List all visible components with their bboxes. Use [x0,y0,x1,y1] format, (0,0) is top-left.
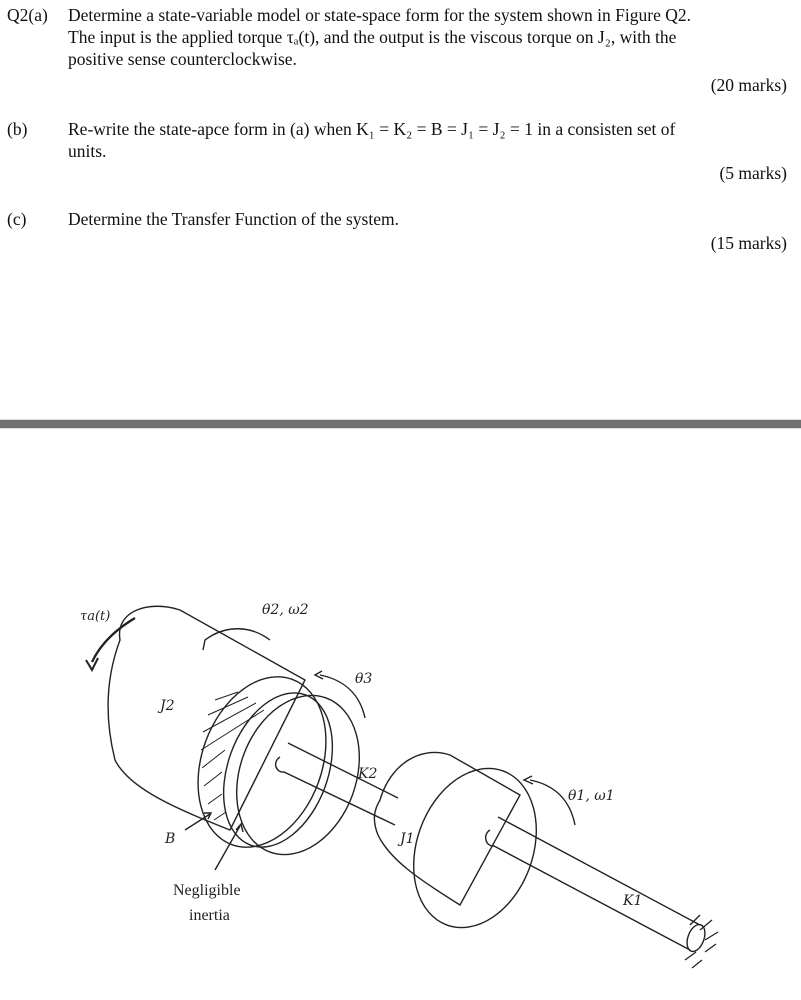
theta2-arrow [203,629,270,650]
damper-disk [215,678,380,872]
question-a-line-1: Determine a state-variable model or state-space form for the system shown in Figure Q2. [68,5,692,25]
label-k1: K1 [623,893,643,909]
damper-hatching [201,692,264,820]
question-a-line-3: positive sense counterclockwise. [68,49,297,69]
j2-cylinder [108,606,305,830]
label-inertia: inertia [189,907,230,924]
torque-arrow [92,618,135,662]
label-j2: J2 [160,698,175,714]
ground-hatch [685,915,718,968]
negligible-pointer [215,826,240,870]
label-j1: J1 [400,831,415,847]
question-b-line-2: units. [68,141,107,161]
question-b [0,118,801,188]
label-torque: τa(t) [80,609,111,624]
section-separator [0,419,801,429]
question-a-label: Q2(a) [7,5,48,25]
question-c-marks: (15 marks) [710,233,787,253]
label-negligible: Negligible [173,882,241,899]
question-a-line-2: The input is the applied torque τₐ(t), and the output is the viscous torque on J₂, with the [68,27,677,47]
question-c-label: (c) [7,209,27,229]
label-b: B [165,831,176,847]
question-c-line-1: Determine the Transfer Function of the system. [68,209,399,229]
question-a-marks: (20 marks) [710,75,787,95]
label-k2: K2 [358,766,378,782]
question-c [0,208,801,258]
k1-shaft [486,817,700,950]
j1-cylinder [374,752,520,905]
question-c-text [68,208,788,230]
question-a-text [68,4,788,70]
label-theta3: θ3 [355,671,373,687]
question-a [0,4,801,104]
figure-q2-diagram [0,560,801,1000]
k2-shaft [276,743,398,825]
question-b-marks: (5 marks) [719,163,787,183]
damper-ring [176,659,349,865]
question-b-text [68,118,788,162]
label-theta2-omega2: θ2, ω2 [262,602,309,618]
question-b-label: (b) [7,119,28,139]
label-theta1-omega1: θ1, ω1 [568,788,615,804]
question-b-line-1: Re-write the state-apce form in (a) when K₁ = K₂ = B = J₁ = J₂ = 1 in a consisten set of [68,119,676,139]
